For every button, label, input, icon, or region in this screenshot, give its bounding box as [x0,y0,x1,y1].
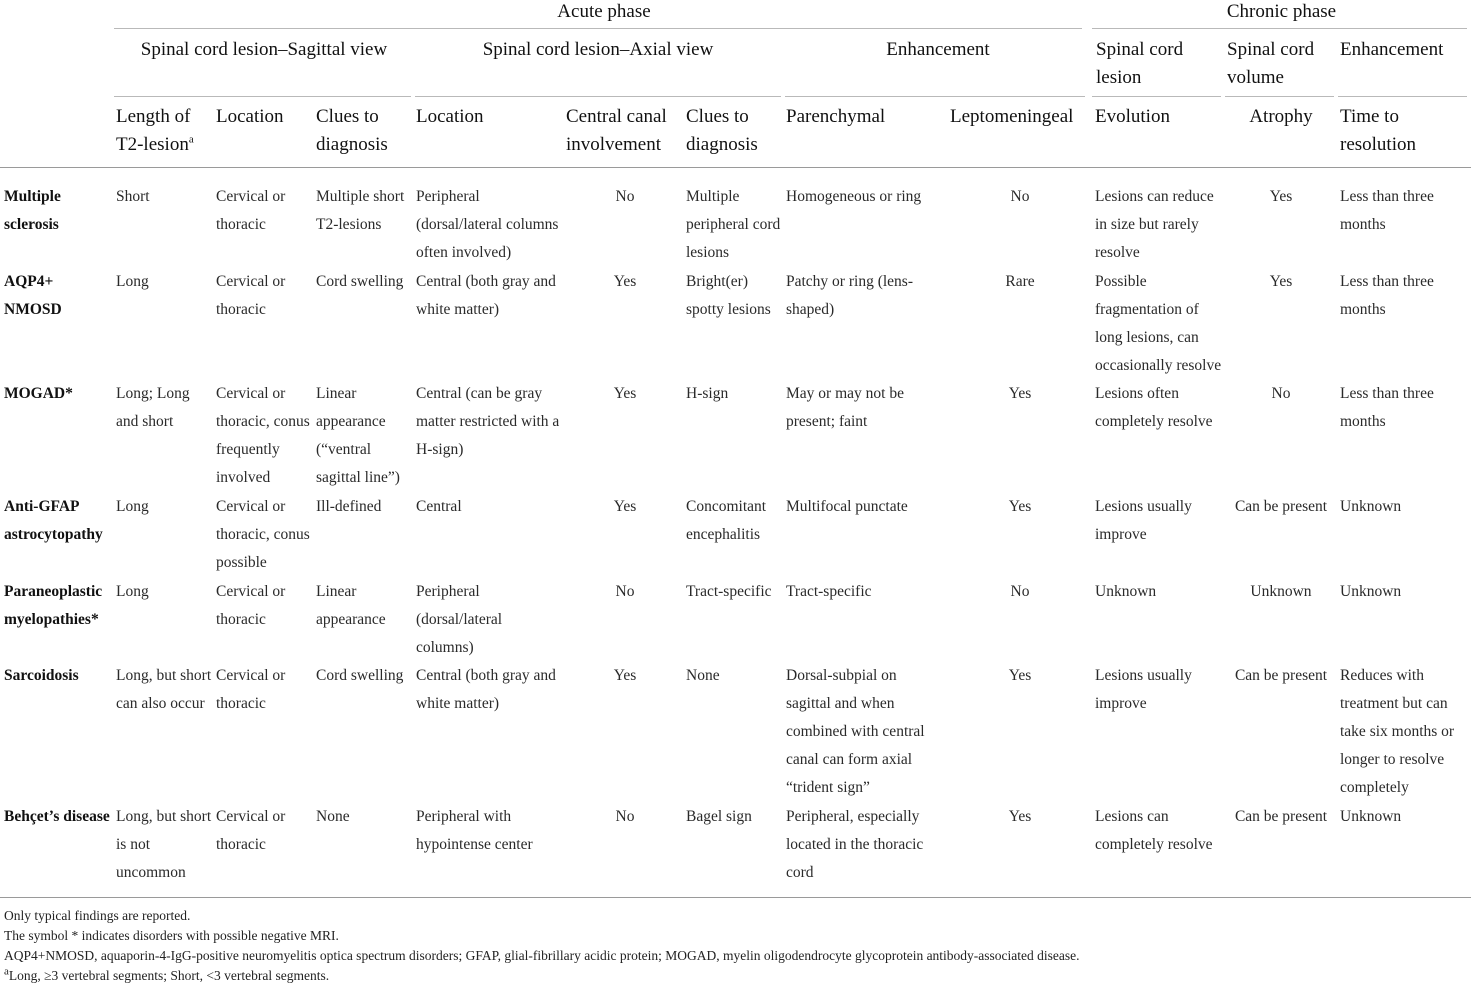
footnote-symbol: The symbol * indicates disorders with possible negative MRI. [4,928,339,943]
cell-ax-clues: H-sign [686,385,729,402]
col-sag-location-header: Location [216,106,284,127]
rule-header-bottom [0,167,1471,168]
cell-ax-location: Peripheral (dorsal/lateral columns) [416,583,503,656]
cell-time-to-resolution: Unknown [1340,583,1402,600]
cell-ax-location: Central (both gray and white matter) [416,273,556,318]
cell-parenchymal: Homogeneous or ring [786,188,922,205]
col-time-resolution-header: Time to resolution [1340,106,1416,155]
row-label: Paraneoplastic myelopathies* [4,583,103,628]
cell-leptomeningeal: Yes [1008,385,1032,402]
rule-chronic-lesion [1092,96,1221,97]
chronic-volume-header: Spinal cord volume [1227,39,1315,88]
cell-ax-clues: Multiple peripheral cord lesions [686,188,781,261]
cell-length: Short [116,188,150,205]
cell-ax-clues: None [686,667,720,684]
cell-leptomeningeal: Yes [1008,808,1032,825]
cell-parenchymal: May or may not be present; faint [786,385,904,430]
cell-central-canal: No [615,188,635,205]
cell-sag-clues: Linear appearance [316,583,386,628]
footnote-length-sup: a [4,965,9,978]
cell-ax-location: Peripheral (dorsal/lateral columns often involved) [416,188,559,261]
cell-length: Long [116,273,149,290]
cell-time-to-resolution: Unknown [1340,498,1402,515]
enhancement-group-header: Enhancement [886,39,990,60]
cell-time-to-resolution: Less than three months [1340,385,1434,430]
cell-evolution: Lesions usually improve [1095,498,1192,543]
acute-phase-header: Acute phase [557,1,651,22]
rule-enhancement [785,96,1085,97]
cell-time-to-resolution: Less than three months [1340,188,1434,233]
cell-ax-location: Central [416,498,462,515]
sagittal-group-header: Spinal cord lesion–Sagittal view [140,39,388,60]
cell-central-canal: Yes [613,667,637,684]
cell-evolution: Lesions often completely resolve [1095,385,1213,430]
cell-leptomeningeal: Yes [1008,498,1032,515]
rule-acute [114,28,1082,29]
col-evolution-header: Evolution [1095,106,1170,127]
footnotes [4,906,1464,986]
cell-parenchymal: Tract-specific [786,583,872,600]
cell-sag-location: Cervical or thoracic [216,667,286,712]
col-length-sup: a [188,133,194,146]
cell-parenchymal: Peripheral, especially located in the thoracic cord [786,808,924,881]
cell-central-canal: No [615,808,635,825]
row-label: AQP4+ NMOSD [4,273,62,318]
cell-parenchymal: Patchy or ring (lens-shaped) [786,273,913,318]
cell-sag-location: Cervical or thoracic, conus frequently involved [216,385,310,486]
cell-atrophy: Can be present [1234,808,1328,825]
cell-ax-location: Peripheral with hypointense center [416,808,533,853]
cell-ax-clues: Tract-specific [686,583,772,600]
col-length-label: Length of T2-lesion [116,106,191,155]
footnote-length-text: Long, ≥3 vertebral segments; Short, <3 vertebral segments. [8,968,330,983]
cell-ax-clues: Bright(er) spotty lesions [686,273,771,318]
rule-chronic-volume [1225,96,1334,97]
cell-length: Long [116,498,149,515]
chronic-enhancement-header: Enhancement [1340,39,1444,60]
cell-sag-clues: None [316,808,350,825]
cell-atrophy: Can be present [1234,667,1328,684]
cell-sag-location: Cervical or thoracic, conus possible [216,498,310,571]
cell-length: Long; Long and short [116,385,190,430]
cell-central-canal: Yes [613,273,637,290]
cell-ax-clues: Concomitant encephalitis [686,498,767,543]
rule-sagittal [114,96,411,97]
cell-parenchymal: Multifocal punctate [786,498,908,515]
cell-evolution: Lesions usually improve [1095,667,1192,712]
cell-evolution: Unknown [1095,583,1157,600]
cell-sag-clues: Cord swelling [316,667,404,684]
row-label: Anti-GFAP astrocytopathy [4,498,103,543]
cell-atrophy: Unknown [1250,583,1312,600]
col-length-header [116,103,212,159]
col-ax-clues-header: Clues to diagnosis [686,106,758,155]
cell-time-to-resolution: Less than three months [1340,273,1434,318]
footnote-length [4,966,1464,986]
row-label: MOGAD* [4,385,73,402]
rule-table-bottom [0,897,1471,898]
cell-leptomeningeal: No [1010,583,1030,600]
cell-central-canal: Yes [613,385,637,402]
cell-leptomeningeal: No [1010,188,1030,205]
cell-central-canal: No [615,583,635,600]
cell-sag-clues: Ill-defined [316,498,382,515]
row-label: Multiple sclerosis [4,188,61,233]
axial-group-header: Spinal cord lesion–Axial view [482,39,714,60]
cell-atrophy: No [1271,385,1291,402]
cell-ax-clues: Bagel sign [686,808,752,825]
col-leptomeningeal-header: Leptomeningeal [950,106,1074,127]
cell-sag-clues: Multiple short T2-lesions [316,188,405,233]
cell-length: Long, but short is not uncommon [116,808,212,881]
cell-time-to-resolution: Reduces with treatment but can take six months or longer to resolve completely [1340,667,1455,796]
col-sag-clues-header: Clues to diagnosis [316,106,388,155]
cell-atrophy: Yes [1269,273,1293,290]
cell-evolution: Lesions can completely resolve [1095,808,1213,853]
cell-sag-clues: Linear appearance (“ventral sagittal line”) [316,385,400,486]
row-label: Behçet’s disease [4,808,110,825]
col-ax-location-header: Location [416,106,484,127]
cell-central-canal: Yes [613,498,637,515]
cell-length: Long, but short can also occur [116,667,212,712]
col-central-canal-header: Central canal involvement [566,106,667,155]
cell-atrophy: Yes [1269,188,1293,205]
cell-time-to-resolution: Unknown [1340,808,1402,825]
chronic-phase-header: Chronic phase [1226,1,1337,22]
cell-leptomeningeal: Yes [1008,667,1032,684]
footnote-abbreviations: AQP4+NMOSD, aquaporin-4-IgG-positive neuromyelitis optica spectrum disorders; GFAP, glial-fibrillary acidic protein; MOGAD, myelin oligodendrocyte glycoprotein antibody-associated disease. [4,948,1080,963]
col-atrophy-header: Atrophy [1249,106,1313,127]
cell-atrophy: Can be present [1234,498,1328,515]
cell-sag-location: Cervical or thoracic [216,273,286,318]
cell-sag-location: Cervical or thoracic [216,808,286,853]
cell-evolution: Possible fragmentation of long lesions, can occasionally resolve [1095,273,1222,374]
chronic-lesion-header: Spinal cord lesion [1096,39,1184,88]
cell-sag-location: Cervical or thoracic [216,188,286,233]
rule-chronic [1092,28,1467,29]
footnote-typical: Only typical findings are reported. [4,908,191,923]
cell-sag-location: Cervical or thoracic [216,583,286,628]
rule-chronic-enh [1338,96,1467,97]
rule-axial [415,96,781,97]
col-parenchymal-header: Parenchymal [786,106,886,127]
cell-evolution: Lesions can reduce in size but rarely resolve [1095,188,1214,261]
cell-ax-location: Central (can be gray matter restricted with a H-sign) [416,385,560,458]
cell-ax-location: Central (both gray and white matter) [416,667,556,712]
cell-length: Long [116,583,149,600]
row-label: Sarcoidosis [4,667,79,684]
cell-parenchymal: Dorsal-subpial on sagittal and when combined with central canal can form axial “trident sign” [786,667,925,796]
cell-leptomeningeal: Rare [1005,273,1035,290]
cell-sag-clues: Cord swelling [316,273,404,290]
